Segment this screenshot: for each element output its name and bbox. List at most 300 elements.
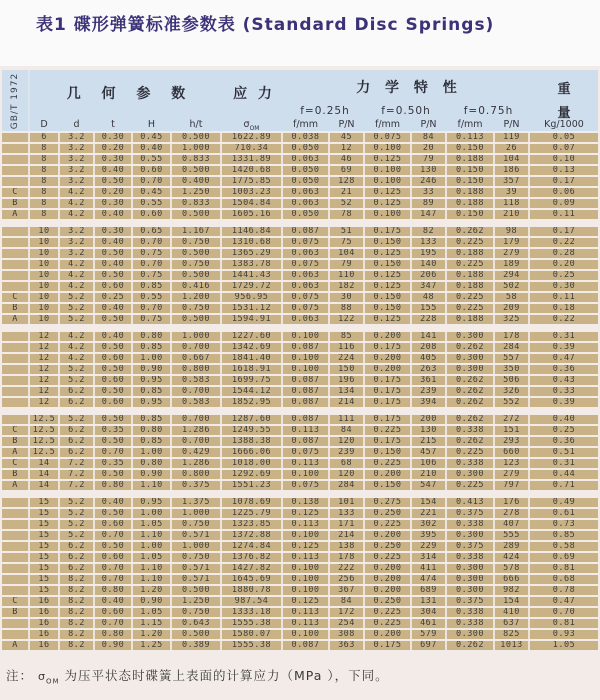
cell-weight: 0.51 <box>530 448 598 457</box>
row-group-1 <box>2 133 598 219</box>
cell-f-025: 0.100 <box>283 470 330 479</box>
cell-h-t: 0.833 <box>172 199 222 208</box>
cell-H: 0.95 <box>133 398 172 407</box>
cell-label: B <box>2 199 30 208</box>
table-row <box>2 564 598 573</box>
cell-weight: 0.85 <box>530 531 598 540</box>
cell-label: C <box>2 459 30 468</box>
footnote-prefix: 注： <box>6 668 38 683</box>
cell-weight: 0.25 <box>530 271 598 280</box>
cell-p-075: 660 <box>495 448 530 457</box>
cell-f-025: 0.100 <box>283 531 330 540</box>
cell-p-025: 122 <box>330 315 365 324</box>
cell-t: 0.50 <box>95 509 133 518</box>
col-header-f-025: f/mm <box>292 119 319 130</box>
table-row <box>2 343 598 352</box>
cell-p-050: 239 <box>412 387 447 396</box>
cell-f-025: 0.113 <box>283 608 330 617</box>
cell-weight: 0.81 <box>530 619 598 628</box>
cell-H: 0.80 <box>133 459 172 468</box>
cell-p-050: 200 <box>412 415 447 424</box>
cell-label <box>2 376 30 385</box>
cell-p-025: 84 <box>330 597 365 606</box>
cell-t: 0.50 <box>95 387 133 396</box>
cell-f-025: 0.113 <box>283 553 330 562</box>
table-row <box>2 426 598 435</box>
cell-p-075: 982 <box>495 586 530 595</box>
cell-H: 1.00 <box>133 448 172 457</box>
cell-h-t: 0.700 <box>172 343 222 352</box>
cell-sigma: 1078.69 <box>222 498 283 507</box>
cell-f-075: 0.262 <box>447 227 495 236</box>
cell-f-050: 0.125 <box>365 282 412 291</box>
cell-H: 1.10 <box>133 481 172 490</box>
cell-p-025: 172 <box>330 608 365 617</box>
cell-p-050: 689 <box>412 586 447 595</box>
cell-D: 16 <box>30 597 60 606</box>
cell-f-025: 0.113 <box>283 426 330 435</box>
cell-label <box>2 542 30 551</box>
cell-label <box>2 155 30 164</box>
cell-H: 0.85 <box>133 282 172 291</box>
cell-d: 3.2 <box>60 177 95 186</box>
cell-d: 6.2 <box>60 387 95 396</box>
cell-f-025: 0.050 <box>283 144 330 153</box>
cell-f-050: 0.100 <box>365 177 412 186</box>
cell-f-050: 0.125 <box>365 188 412 197</box>
cell-D: 15 <box>30 542 60 551</box>
cell-f-050: 0.200 <box>365 531 412 540</box>
cell-h-t: 0.700 <box>172 415 222 424</box>
cell-f-075: 0.150 <box>447 166 495 175</box>
cell-p-075: 26 <box>495 144 530 153</box>
cell-h-t: 0.643 <box>172 619 222 628</box>
cell-weight: 0.58 <box>530 542 598 551</box>
cell-h-t: 0.500 <box>172 210 222 219</box>
cell-D: 12.5 <box>30 448 60 457</box>
cell-sigma: 987.54 <box>222 597 283 606</box>
cell-weight: 0.18 <box>530 304 598 313</box>
cell-p-075: 272 <box>495 415 530 424</box>
cell-H: 1.00 <box>133 542 172 551</box>
cell-p-025: 46 <box>330 155 365 164</box>
cell-weight: 0.17 <box>530 177 598 186</box>
cell-weight: 0.61 <box>530 509 598 518</box>
table-row <box>2 597 598 606</box>
table-row <box>2 553 598 562</box>
cell-p-025: 308 <box>330 630 365 639</box>
cell-t: 0.30 <box>95 155 133 164</box>
cell-p-050: 304 <box>412 608 447 617</box>
cell-p-050: 131 <box>412 597 447 606</box>
col-header-t: t <box>111 119 115 130</box>
cell-t: 0.60 <box>95 354 133 363</box>
cell-f-050: 0.175 <box>365 227 412 236</box>
cell-label: B <box>2 608 30 617</box>
cell-f-050: 0.275 <box>365 498 412 507</box>
cell-p-025: 116 <box>330 343 365 352</box>
cell-h-t: 0.750 <box>172 260 222 269</box>
cell-f-025: 0.063 <box>283 249 330 258</box>
cell-f-025: 0.063 <box>283 282 330 291</box>
cell-weight: 0.17 <box>530 227 598 236</box>
cell-label <box>2 166 30 175</box>
cell-p-025: 120 <box>330 470 365 479</box>
cell-weight: 0.22 <box>530 238 598 247</box>
cell-d: 5.2 <box>60 304 95 313</box>
cell-H: 0.55 <box>133 199 172 208</box>
cell-H: 0.45 <box>133 133 172 142</box>
cell-t: 0.70 <box>95 448 133 457</box>
cell-d: 5.2 <box>60 365 95 374</box>
header-mechanical: 力 学 特 性 <box>356 80 462 96</box>
cell-d: 8.2 <box>60 641 95 650</box>
cell-f-025: 0.100 <box>283 630 330 639</box>
cell-sigma: 1775.85 <box>222 177 283 186</box>
cell-D: 14 <box>30 459 60 468</box>
cell-f-025: 0.113 <box>283 619 330 628</box>
cell-p-075: 326 <box>495 387 530 396</box>
cell-sigma: 956.95 <box>222 293 283 302</box>
cell-f-050: 0.150 <box>365 304 412 313</box>
cell-weight: 0.78 <box>530 586 598 595</box>
cell-p-075: 293 <box>495 437 530 446</box>
cell-sigma: 1333.18 <box>222 608 283 617</box>
cell-f-050: 0.125 <box>365 199 412 208</box>
cell-f-050: 0.125 <box>365 315 412 324</box>
cell-p-025: 12 <box>330 144 365 153</box>
cell-H: 0.55 <box>133 155 172 164</box>
cell-weight: 0.39 <box>530 398 598 407</box>
cell-D: 12 <box>30 365 60 374</box>
header-weight-top: 重 <box>557 81 571 97</box>
header-geometry: 几 何 参 数 <box>66 86 194 102</box>
cell-p-075: 1013 <box>495 641 530 650</box>
cell-p-050: 84 <box>412 133 447 142</box>
cell-f-075: 0.338 <box>447 459 495 468</box>
cell-p-025: 52 <box>330 199 365 208</box>
cell-f-075: 0.150 <box>447 210 495 219</box>
col-header-p-025: P/N <box>338 119 355 130</box>
cell-D: 15 <box>30 553 60 562</box>
cell-D: 16 <box>30 619 60 628</box>
cell-f-025: 0.050 <box>283 210 330 219</box>
cell-H: 0.80 <box>133 426 172 435</box>
cell-weight: 0.93 <box>530 630 598 639</box>
cell-H: 0.95 <box>133 376 172 385</box>
cell-D: 12 <box>30 332 60 341</box>
cell-sigma: 1342.69 <box>222 343 283 352</box>
cell-D: 12 <box>30 354 60 363</box>
cell-p-025: 120 <box>330 437 365 446</box>
cell-p-075: 279 <box>495 249 530 258</box>
cell-t: 0.40 <box>95 166 133 175</box>
cell-p-050: 411 <box>412 564 447 573</box>
cell-p-075: 637 <box>495 619 530 628</box>
cell-p-025: 68 <box>330 459 365 468</box>
cell-H: 0.70 <box>133 304 172 313</box>
table-row <box>2 332 598 341</box>
cell-d: 3.2 <box>60 166 95 175</box>
table-row <box>2 498 598 507</box>
cell-weight: 0.81 <box>530 564 598 573</box>
cell-h-t: 1.000 <box>172 509 222 518</box>
cell-f-050: 0.125 <box>365 155 412 164</box>
cell-t: 0.80 <box>95 481 133 490</box>
cell-sigma: 1880.78 <box>222 586 283 595</box>
cell-h-t: 0.667 <box>172 354 222 363</box>
col-header-f-050: f/mm <box>374 119 401 130</box>
cell-H: 0.90 <box>133 470 172 479</box>
cell-f-025: 0.087 <box>283 437 330 446</box>
cell-sigma: 1427.82 <box>222 564 283 573</box>
cell-f-025: 0.050 <box>283 166 330 175</box>
cell-f-050: 0.250 <box>365 509 412 518</box>
cell-H: 0.75 <box>133 315 172 324</box>
cell-D: 8 <box>30 199 60 208</box>
cell-d: 4.2 <box>60 354 95 363</box>
cell-p-050: 579 <box>412 630 447 639</box>
cell-h-t: 0.500 <box>172 315 222 324</box>
cell-h-t: 1.200 <box>172 293 222 302</box>
cell-label: C <box>2 426 30 435</box>
cell-t: 0.30 <box>95 133 133 142</box>
cell-f-025: 0.100 <box>283 564 330 573</box>
cell-p-075: 278 <box>495 509 530 518</box>
cell-t: 0.20 <box>95 188 133 197</box>
cell-sigma: 1274.84 <box>222 542 283 551</box>
cell-p-075: 119 <box>495 133 530 142</box>
cell-p-025: 214 <box>330 398 365 407</box>
cell-weight: 0.30 <box>530 282 598 291</box>
cell-p-075: 325 <box>495 315 530 324</box>
cell-D: 16 <box>30 641 60 650</box>
cell-d: 5.2 <box>60 498 95 507</box>
table-row <box>2 542 598 551</box>
cell-H: 1.10 <box>133 575 172 584</box>
table-row <box>2 304 598 313</box>
cell-p-025: 51 <box>330 227 365 236</box>
cell-sigma: 1420.68 <box>222 166 283 175</box>
cell-p-050: 395 <box>412 531 447 540</box>
cell-H: 0.70 <box>133 177 172 186</box>
col-header-empty <box>2 118 30 135</box>
cell-p-050: 394 <box>412 398 447 407</box>
cell-weight: 0.70 <box>530 608 598 617</box>
cell-f-050: 0.225 <box>365 619 412 628</box>
cell-p-050: 361 <box>412 376 447 385</box>
cell-h-t: 0.500 <box>172 630 222 639</box>
cell-p-050: 106 <box>412 459 447 468</box>
cell-sigma: 1645.69 <box>222 575 283 584</box>
cell-t: 0.60 <box>95 520 133 529</box>
cell-D: 14 <box>30 481 60 490</box>
cell-f-075: 0.375 <box>447 597 495 606</box>
cell-f-050: 0.200 <box>365 332 412 341</box>
cell-t: 0.70 <box>95 575 133 584</box>
table-row <box>2 387 598 396</box>
cell-h-t: 0.750 <box>172 238 222 247</box>
cell-t: 0.80 <box>95 586 133 595</box>
cell-H: 0.85 <box>133 343 172 352</box>
cell-H: 1.10 <box>133 564 172 573</box>
table-row <box>2 199 598 208</box>
table-row <box>2 520 598 529</box>
cell-d: 5.2 <box>60 531 95 540</box>
cell-p-075: 151 <box>495 426 530 435</box>
cell-f-025: 0.038 <box>283 133 330 142</box>
cell-weight: 1.05 <box>530 641 598 650</box>
cell-p-050: 195 <box>412 249 447 258</box>
cell-label <box>2 520 30 529</box>
cell-p-025: 239 <box>330 448 365 457</box>
table-row <box>2 238 598 247</box>
col-header-H: H <box>147 119 156 130</box>
cell-H: 1.10 <box>133 531 172 540</box>
cell-f-025: 0.125 <box>283 509 330 518</box>
cell-f-050: 0.250 <box>365 542 412 551</box>
cell-p-075: 578 <box>495 564 530 573</box>
cell-d: 4.2 <box>60 260 95 269</box>
cell-sigma: 1249.55 <box>222 426 283 435</box>
cell-f-075: 0.262 <box>447 343 495 352</box>
cell-D: 12.5 <box>30 415 60 424</box>
cell-p-050: 206 <box>412 271 447 280</box>
cell-f-050: 0.125 <box>365 271 412 280</box>
cell-H: 0.70 <box>133 238 172 247</box>
cell-p-050: 697 <box>412 641 447 650</box>
cell-sigma: 1018.00 <box>222 459 283 468</box>
cell-f-075: 0.225 <box>447 448 495 457</box>
cell-f-050: 0.075 <box>365 133 412 142</box>
col-header-weight: Kg/1000 <box>544 119 584 130</box>
table-row <box>2 227 598 236</box>
cell-p-025: 69 <box>330 166 365 175</box>
cell-H: 0.60 <box>133 166 172 175</box>
cell-f-050: 0.200 <box>365 564 412 573</box>
cell-D: 15 <box>30 575 60 584</box>
cell-D: 10 <box>30 249 60 258</box>
cell-f-050: 0.200 <box>365 470 412 479</box>
cell-weight: 0.47 <box>530 354 598 363</box>
cell-p-050: 547 <box>412 481 447 490</box>
cell-p-050: 208 <box>412 343 447 352</box>
cell-d: 4.2 <box>60 199 95 208</box>
cell-d: 3.2 <box>60 227 95 236</box>
cell-t: 0.50 <box>95 437 133 446</box>
cell-d: 6.2 <box>60 398 95 407</box>
cell-f-025: 0.075 <box>283 481 330 490</box>
cell-d: 6.2 <box>60 542 95 551</box>
cell-t: 0.30 <box>95 227 133 236</box>
cell-t: 0.90 <box>95 641 133 650</box>
cell-D: 12 <box>30 387 60 396</box>
cell-p-050: 89 <box>412 199 447 208</box>
cell-label <box>2 282 30 291</box>
cell-f-075: 0.188 <box>447 155 495 164</box>
cell-sigma: 1376.82 <box>222 553 283 562</box>
cell-H: 1.25 <box>133 641 172 650</box>
cell-h-t: 0.583 <box>172 376 222 385</box>
cell-f-025: 0.100 <box>283 586 330 595</box>
cell-h-t: 0.500 <box>172 133 222 142</box>
cell-f-075: 0.188 <box>447 282 495 291</box>
cell-H: 0.85 <box>133 387 172 396</box>
cell-H: 0.75 <box>133 271 172 280</box>
cell-label <box>2 509 30 518</box>
cell-label: B <box>2 437 30 446</box>
cell-D: 15 <box>30 564 60 573</box>
cell-h-t: 0.800 <box>172 365 222 374</box>
cell-f-050: 0.225 <box>365 520 412 529</box>
cell-weight: 0.31 <box>530 459 598 468</box>
cell-p-075: 186 <box>495 166 530 175</box>
table-row <box>2 575 598 584</box>
cell-D: 8 <box>30 188 60 197</box>
cell-H: 0.90 <box>133 597 172 606</box>
cell-f-075: 0.188 <box>447 271 495 280</box>
cell-weight: 0.13 <box>530 166 598 175</box>
page-title: 表1 碟形弹簧标准参数表 (Standard Disc Springs) <box>36 15 495 35</box>
cell-p-050: 82 <box>412 227 447 236</box>
cell-label <box>2 553 30 562</box>
cell-t: 0.60 <box>95 608 133 617</box>
cell-sigma: 1605.16 <box>222 210 283 219</box>
cell-f-025: 0.075 <box>283 304 330 313</box>
cell-p-050: 228 <box>412 315 447 324</box>
table-header <box>2 70 598 131</box>
cell-p-075: 350 <box>495 365 530 374</box>
cell-sigma: 1555.38 <box>222 641 283 650</box>
cell-d: 8.2 <box>60 619 95 628</box>
cell-f-025: 0.075 <box>283 238 330 247</box>
cell-f-050: 0.175 <box>365 415 412 424</box>
cell-t: 0.50 <box>95 343 133 352</box>
cell-p-050: 20 <box>412 144 447 153</box>
sigma-subscript: OM <box>45 677 60 686</box>
cell-label <box>2 398 30 407</box>
cell-p-075: 279 <box>495 470 530 479</box>
cell-weight: 0.40 <box>530 415 598 424</box>
cell-D: 10 <box>30 271 60 280</box>
cell-sigma: 1699.75 <box>222 376 283 385</box>
cell-f-025: 0.063 <box>283 155 330 164</box>
subheader-f050h: f=0.50h <box>381 105 431 117</box>
cell-f-025: 0.125 <box>283 542 330 551</box>
cell-d: 6.2 <box>60 553 95 562</box>
cell-h-t: 0.571 <box>172 564 222 573</box>
cell-p-075: 557 <box>495 354 530 363</box>
cell-p-075: 552 <box>495 398 530 407</box>
cell-p-025: 133 <box>330 509 365 518</box>
cell-weight: 0.10 <box>530 155 598 164</box>
cell-sigma: 1003.23 <box>222 188 283 197</box>
cell-D: 10 <box>30 315 60 324</box>
cell-p-075: 357 <box>495 177 530 186</box>
table-row <box>2 398 598 407</box>
cell-f-050: 0.175 <box>365 641 412 650</box>
cell-h-t: 0.389 <box>172 641 222 650</box>
cell-t: 0.40 <box>95 210 133 219</box>
cell-f-075: 0.150 <box>447 144 495 153</box>
cell-weight: 0.28 <box>530 249 598 258</box>
table-row <box>2 459 598 468</box>
cell-p-075: 410 <box>495 608 530 617</box>
cell-weight: 0.69 <box>530 553 598 562</box>
cell-D: 10 <box>30 238 60 247</box>
cell-label: A <box>2 210 30 219</box>
cell-H: 0.95 <box>133 498 172 507</box>
